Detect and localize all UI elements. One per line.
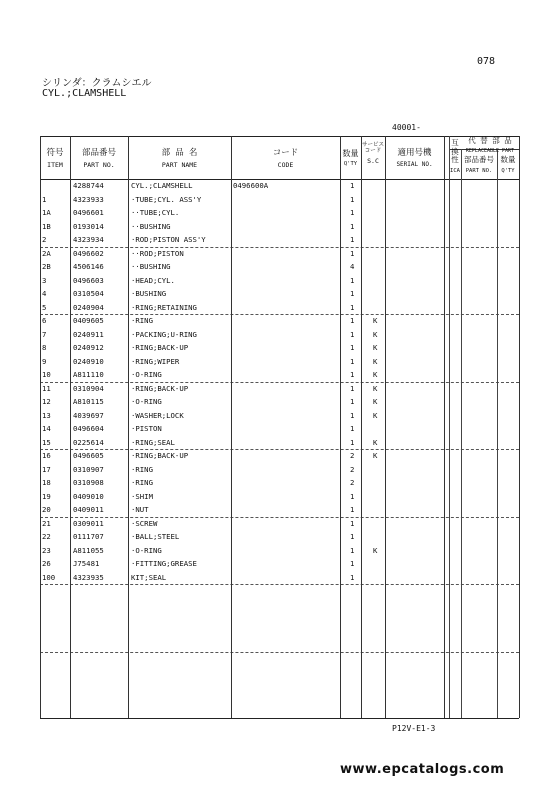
table-bottom-border bbox=[40, 718, 519, 719]
cell-item: 7 bbox=[42, 329, 47, 339]
cell-part-name: ·RING;WIPER bbox=[131, 356, 180, 366]
cell-qty: 1 bbox=[350, 545, 355, 555]
cell-part-no: A811055 bbox=[73, 545, 104, 555]
column-divider bbox=[40, 136, 41, 718]
row-group-separator bbox=[40, 584, 519, 585]
cell-part-no: J75481 bbox=[73, 559, 100, 568]
page-number: 078 bbox=[477, 56, 496, 67]
cell-item: 2A bbox=[42, 248, 51, 258]
column-divider bbox=[231, 136, 232, 718]
header-serial-no-jp: 適用号機 bbox=[397, 148, 432, 158]
header-code-jp: コード bbox=[272, 148, 299, 158]
header-ica-jp: 互換性 bbox=[451, 138, 459, 165]
cell-qty: 1 bbox=[350, 572, 355, 582]
header-serial-no bbox=[385, 149, 444, 169]
cell-part-no: 0310904 bbox=[73, 383, 104, 393]
header-part-no-jp: 部品番号 bbox=[81, 148, 116, 158]
cell-part-name: ·RING bbox=[131, 316, 153, 325]
header-rep-qty bbox=[497, 156, 519, 174]
header-code bbox=[231, 149, 340, 169]
cell-qty: 1 bbox=[350, 397, 355, 406]
cell-sc: K bbox=[373, 410, 378, 420]
cell-item: 18 bbox=[42, 478, 51, 487]
cell-item: 15 bbox=[42, 437, 51, 447]
cell-sc: K bbox=[373, 451, 378, 460]
header-service-code-jp: サービス コード bbox=[361, 142, 384, 155]
header-ica bbox=[449, 139, 461, 174]
cell-qty: 1 bbox=[350, 221, 355, 231]
header-part-no bbox=[70, 149, 128, 169]
cell-part-no: 0409605 bbox=[73, 316, 104, 325]
cell-part-no: 0409010 bbox=[73, 491, 104, 501]
header-qty-jp: 数量 bbox=[342, 149, 359, 158]
cell-qty: 1 bbox=[350, 329, 355, 339]
column-divider bbox=[361, 136, 362, 718]
cell-qty: 1 bbox=[350, 370, 355, 379]
cell-part-no: 0310907 bbox=[73, 464, 104, 474]
header-bottom-border bbox=[40, 179, 519, 180]
header-replaceable bbox=[461, 137, 519, 154]
row-group-separator bbox=[40, 382, 519, 383]
cell-item: 1A bbox=[42, 208, 51, 217]
cell-item: 10 bbox=[42, 370, 51, 379]
footer-code: P12V-E1-3 bbox=[392, 724, 436, 733]
cell-part-no: 0496602 bbox=[73, 248, 104, 258]
cell-qty: 1 bbox=[350, 275, 355, 285]
cell-part-name: ·RING;RETAINING bbox=[131, 302, 197, 312]
row-group-separator bbox=[40, 314, 519, 315]
cell-qty: 1 bbox=[350, 532, 355, 541]
cell-sc: K bbox=[373, 545, 378, 555]
cell-qty: 1 bbox=[350, 356, 355, 366]
header-replaceable-jp: 代 替 部 品 bbox=[468, 136, 512, 145]
cell-qty: 1 bbox=[350, 437, 355, 447]
cell-part-no: 0309011 bbox=[73, 518, 104, 528]
page-title-japanese: シリンダ：クラムシエル bbox=[42, 78, 152, 89]
catalog-code: 40001- bbox=[392, 123, 421, 132]
cell-part-name: ··ROD;PISTON bbox=[131, 248, 184, 258]
cell-sc: K bbox=[373, 316, 378, 325]
cell-item: 100 bbox=[42, 572, 56, 582]
cell-part-name: ··BUSHING bbox=[131, 221, 171, 231]
row-group-separator bbox=[40, 449, 519, 450]
header-part-name-en: PART NAME bbox=[161, 160, 198, 169]
cell-item: 8 bbox=[42, 343, 47, 352]
cell-item: 1 bbox=[42, 194, 47, 204]
cell-qty: 1 bbox=[350, 316, 355, 325]
cell-item: 4 bbox=[42, 289, 47, 298]
cell-qty: 2 bbox=[350, 451, 355, 460]
cell-qty: 1 bbox=[350, 410, 355, 420]
column-divider bbox=[385, 136, 386, 718]
header-part-no-en: PART NO. bbox=[83, 160, 115, 169]
cell-part-name: ·RING;BACK-UP bbox=[131, 451, 189, 460]
cell-qty: 1 bbox=[350, 208, 355, 217]
cell-part-no: 4323935 bbox=[73, 572, 104, 582]
cell-part-no: 0310504 bbox=[73, 289, 104, 298]
cell-sc: K bbox=[373, 383, 378, 393]
cell-qty: 1 bbox=[350, 181, 355, 190]
cell-part-name: ·O-RING bbox=[131, 370, 162, 379]
cell-part-name: ·SCREW bbox=[131, 518, 158, 528]
cell-part-name: ·HEAD;CYL. bbox=[131, 275, 175, 285]
page-title: CYL.;CLAMSHELL bbox=[42, 88, 127, 99]
cell-part-name: ·BALL;STEEL bbox=[131, 532, 180, 541]
cell-part-no: 0240912 bbox=[73, 343, 104, 352]
cell-sc: K bbox=[373, 437, 378, 447]
cell-part-name: ·RING;BACK-UP bbox=[131, 383, 189, 393]
column-divider bbox=[70, 136, 71, 718]
column-divider bbox=[461, 149, 462, 718]
cell-qty: 1 bbox=[350, 424, 355, 433]
cell-sc: K bbox=[373, 397, 378, 406]
cell-item: 20 bbox=[42, 505, 51, 514]
header-service-code-en: S.C bbox=[367, 156, 379, 165]
cell-part-no: 4323933 bbox=[73, 194, 104, 204]
header-rep-qty-jp: 数量 bbox=[500, 155, 516, 164]
cell-part-name: ·SHIM bbox=[131, 491, 153, 501]
cell-qty: 1 bbox=[350, 491, 355, 501]
cell-code: 0496600A bbox=[233, 181, 269, 190]
table-top-border bbox=[40, 136, 519, 137]
cell-item: 1B bbox=[42, 221, 51, 231]
column-divider bbox=[449, 136, 450, 718]
cell-part-no: 0409011 bbox=[73, 505, 104, 514]
cell-part-name: ·TUBE;CYL. ASS'Y bbox=[131, 194, 202, 204]
row-group-separator bbox=[40, 652, 519, 653]
header-code-en: CODE bbox=[277, 160, 294, 169]
cell-part-no: 0496601 bbox=[73, 208, 104, 217]
cell-part-name: ·O-RING bbox=[131, 545, 162, 555]
cell-qty: 1 bbox=[350, 505, 355, 514]
cell-sc: K bbox=[373, 343, 378, 352]
cell-part-no: 0496603 bbox=[73, 275, 104, 285]
column-divider bbox=[497, 149, 498, 718]
cell-part-no: 4323934 bbox=[73, 235, 104, 244]
cell-sc: K bbox=[373, 329, 378, 339]
cell-part-no: 4288744 bbox=[73, 181, 104, 190]
cell-part-name: ·RING bbox=[131, 464, 153, 474]
cell-item: 13 bbox=[42, 410, 51, 420]
cell-qty: 1 bbox=[350, 194, 355, 204]
cell-part-name: CYL.;CLAMSHELL bbox=[131, 181, 193, 190]
header-serial-no-en: SERIAL NO. bbox=[396, 160, 433, 168]
cell-part-no: 0111707 bbox=[73, 532, 104, 541]
row-group-separator bbox=[40, 517, 519, 518]
cell-item: 6 bbox=[42, 316, 47, 325]
row-group-separator bbox=[40, 247, 519, 248]
cell-qty: 1 bbox=[350, 518, 355, 528]
cell-part-name: ·O-RING bbox=[131, 397, 162, 406]
cell-part-name: KIT;SEAL bbox=[131, 572, 167, 582]
header-item-en: ITEM bbox=[47, 160, 63, 169]
cell-part-no: A810115 bbox=[73, 397, 104, 406]
cell-part-no: 4039697 bbox=[73, 410, 104, 420]
header-qty bbox=[340, 149, 361, 168]
cell-item: 9 bbox=[42, 356, 47, 366]
column-divider bbox=[340, 136, 341, 718]
header-replaceable-en: REPLACEABLE PART bbox=[465, 147, 515, 154]
cell-item: 17 bbox=[42, 464, 51, 474]
cell-part-no: 4506146 bbox=[73, 262, 104, 271]
cell-item: 14 bbox=[42, 424, 51, 433]
cell-item: 16 bbox=[42, 451, 51, 460]
column-divider bbox=[128, 136, 129, 718]
cell-qty: 1 bbox=[350, 383, 355, 393]
cell-part-no: 0310908 bbox=[73, 478, 104, 487]
cell-part-name: ··BUSHING bbox=[131, 262, 171, 271]
cell-item: 3 bbox=[42, 275, 47, 285]
cell-qty: 1 bbox=[350, 302, 355, 312]
cell-qty: 1 bbox=[350, 235, 355, 244]
header-rep-part-no-en: PART NO. bbox=[465, 167, 493, 174]
header-rep-part-no-jp: 部品番号 bbox=[464, 155, 494, 164]
cell-part-no: 0240911 bbox=[73, 329, 104, 339]
header-item bbox=[40, 149, 70, 169]
cell-part-no: 0240904 bbox=[73, 302, 104, 312]
cell-item: 23 bbox=[42, 545, 51, 555]
cell-part-name: ·RING bbox=[131, 478, 153, 487]
cell-part-name: ·WASHER;LOCK bbox=[131, 410, 184, 420]
cell-part-name: ·ROD;PISTON ASS'Y bbox=[131, 235, 206, 244]
cell-part-no: A811110 bbox=[73, 370, 104, 379]
cell-part-no: 0496605 bbox=[73, 451, 104, 460]
cell-item: 26 bbox=[42, 559, 51, 568]
cell-part-name: ·PISTON bbox=[131, 424, 162, 433]
cell-sc: K bbox=[373, 370, 378, 379]
cell-item: 11 bbox=[42, 383, 51, 393]
header-service-code bbox=[361, 142, 385, 165]
cell-part-no: 0240910 bbox=[73, 356, 104, 366]
cell-part-name: ·PACKING;U-RING bbox=[131, 329, 197, 339]
cell-qty: 1 bbox=[350, 343, 355, 352]
cell-qty: 1 bbox=[350, 559, 355, 568]
cell-item: 12 bbox=[42, 397, 51, 406]
cell-item: 2B bbox=[42, 262, 51, 271]
cell-item: 22 bbox=[42, 532, 51, 541]
header-part-name bbox=[128, 149, 231, 169]
cell-item: 21 bbox=[42, 518, 51, 528]
cell-part-name: ·NUT bbox=[131, 505, 149, 514]
cell-qty: 1 bbox=[350, 289, 355, 298]
cell-part-name: ·FITTING;GREASE bbox=[131, 559, 197, 568]
cell-qty: 1 bbox=[350, 248, 355, 258]
cell-part-name: ··TUBE;CYL. bbox=[131, 208, 180, 217]
cell-part-name: ·BUSHING bbox=[131, 289, 167, 298]
cell-item: 19 bbox=[42, 491, 51, 501]
cell-sc: K bbox=[373, 356, 378, 366]
cell-part-no: 0225614 bbox=[73, 437, 104, 447]
header-rep-qty-en: Q'TY bbox=[501, 167, 515, 174]
cell-qty: 2 bbox=[350, 478, 355, 487]
cell-item: 5 bbox=[42, 302, 47, 312]
cell-part-name: ·RING;SEAL bbox=[131, 437, 175, 447]
cell-part-no: 0496604 bbox=[73, 424, 104, 433]
cell-part-name: ·RING;BACK-UP bbox=[131, 343, 189, 352]
header-rep-part-no bbox=[461, 156, 497, 174]
column-divider bbox=[444, 136, 445, 718]
column-divider bbox=[519, 136, 520, 718]
cell-qty: 2 bbox=[350, 464, 355, 474]
header-item-jp: 符号 bbox=[46, 148, 64, 158]
cell-item: 2 bbox=[42, 235, 47, 244]
header-qty-en: Q'TY bbox=[343, 161, 358, 168]
cell-qty: 4 bbox=[350, 262, 355, 271]
header-part-name-jp: 部 品 名 bbox=[161, 148, 198, 158]
watermark: www.epcatalogs.com bbox=[340, 762, 505, 777]
header-ica-en: ICA bbox=[450, 167, 460, 174]
cell-part-no: 0193014 bbox=[73, 221, 104, 231]
